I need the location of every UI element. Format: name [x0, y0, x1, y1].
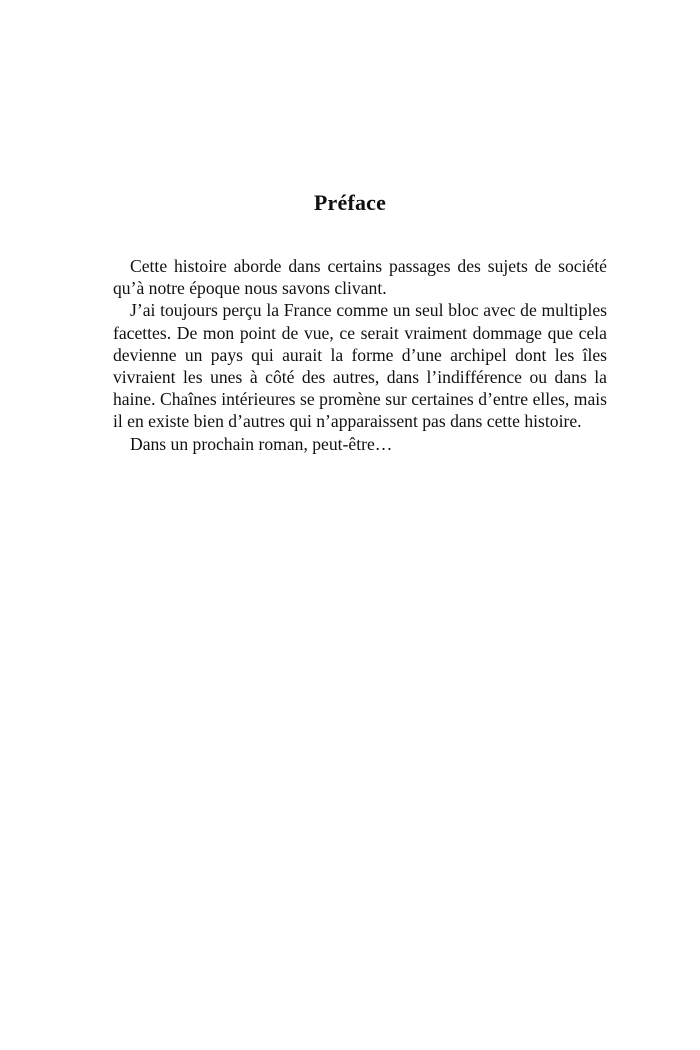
paragraph-1: Cette histoire aborde dans certains passages des sujets de société qu’à notre époque nous savons clivant. [113, 256, 607, 299]
paragraph-3: Dans un prochain roman, peut-être… [130, 433, 393, 454]
page-title: Préface [313, 190, 387, 215]
preface-body [113, 255, 607, 455]
paragraph-2: J’ai toujours perçu la France comme un seul bloc avec de multiples facettes. De mon point de vue, ce serait vraiment dommage que cela devienne un pays qui aurait la forme d’une archipel dont les îles vivraient les unes à côté des autres, dans l’indifférence ou dans la haine. Chaînes intérieures se promène sur certaines d’entre elles, mais il en existe bien d’autres qui n’apparaissent pas dans cette histoire. [113, 300, 607, 432]
